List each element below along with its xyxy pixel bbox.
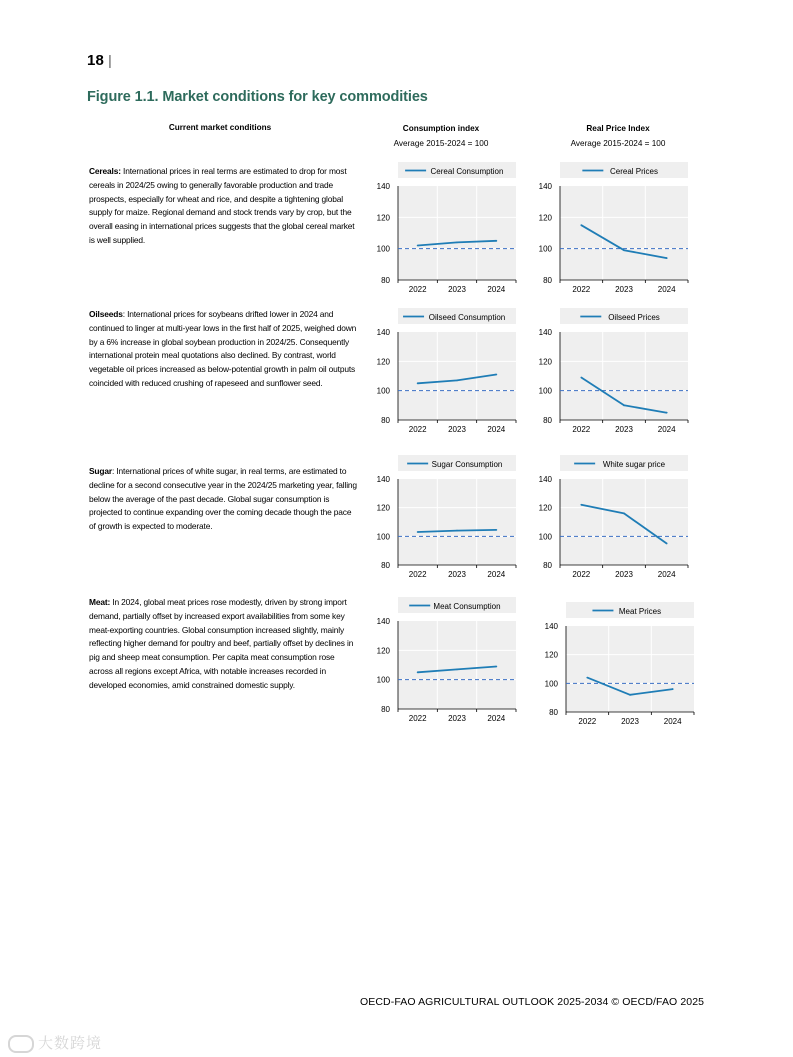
y-tick-label: 120 [376,213,390,223]
section-oilseeds-title: Oilseeds [89,309,123,319]
legend-label: Sugar Consumption [431,460,503,469]
consumption-column-header: Consumption index [402,124,480,133]
data-point [495,240,497,242]
legend-label: Meat Prices [618,607,662,616]
y-tick-label: 120 [538,357,552,367]
x-tick-label: 2023 [615,570,633,579]
x-tick-label: 2022 [572,425,591,434]
data-point [580,504,582,506]
y-tick-label: 120 [376,646,390,656]
data-point [495,374,497,376]
y-tick-label: 80 [381,705,390,714]
y-tick-label: 80 [543,416,552,425]
data-point [456,669,458,671]
y-tick-label: 100 [544,679,558,689]
y-tick-label: 80 [543,276,552,285]
plot-area [398,186,516,280]
y-tick-label: 80 [543,561,552,570]
legend-label: Cereal Consumption [430,167,504,176]
chart-oilseed-consumption [370,306,520,440]
chart-white-sugar-price [532,453,692,585]
section-meat-title: Meat: [89,597,111,607]
legend-label: Cereal Prices [609,167,659,176]
plot-area [398,332,516,420]
x-tick-label: 2022 [408,570,427,579]
data-point [623,513,625,515]
y-tick-label: 140 [376,475,390,484]
x-tick-label: 2023 [448,714,466,723]
data-point [666,543,668,545]
data-point [666,412,668,414]
y-tick-label: 140 [376,182,390,191]
price-column-header: Real Price Index [586,124,650,133]
x-tick-label: 2024 [657,425,676,434]
data-point [417,671,419,673]
legend-label: Meat Consumption [433,602,501,611]
x-tick-label: 2022 [572,285,591,294]
x-tick-label: 2024 [487,425,506,434]
plot-area [560,479,688,565]
section-sugar [89,465,357,534]
x-tick-label: 2024 [657,570,676,579]
y-tick-label: 100 [376,244,390,254]
page-number-value: 18 [87,52,105,69]
data-point [666,257,668,259]
data-point [580,377,582,379]
section-meat [89,596,357,693]
data-point [629,694,631,696]
data-point [495,666,497,668]
data-point [456,242,458,244]
section-meat-body: In 2024, global meat prices rose modestly, driven by strong import demand, partially offset by increased export availabilities from some key meat-exporting countries. Global consumption increased slightly, mainly reflecting higher demand for poultry and beef, partially offset by declines in pig and sheep meat consumption. Per capita meat consumption rose across all regions except Africa, with notable increases recorded in developed economies, amid constrained domestic supply. [89,597,354,690]
x-tick-label: 2022 [578,717,597,726]
x-tick-label: 2023 [448,285,466,294]
figure-title: Figure 1.1. Market conditions for key commodities [87,89,428,105]
x-tick-label: 2024 [487,285,506,294]
x-tick-label: 2023 [615,285,633,294]
plot-area [560,332,688,420]
watermark-icon [8,1035,34,1053]
page-footer: OECD-FAO AGRICULTURAL OUTLOOK 2025-2034 © OECD/FAO 2025 [360,996,705,1008]
x-tick-label: 2024 [487,714,506,723]
data-point [417,382,419,384]
data-point [623,404,625,406]
section-oilseeds [89,308,357,391]
x-tick-label: 2022 [408,425,427,434]
plot-area [566,626,694,712]
y-tick-label: 120 [538,503,552,513]
y-tick-label: 120 [544,650,558,660]
data-point [495,529,497,531]
legend-label: Oilseed Consumption [428,313,506,322]
plot-area [398,479,516,565]
data-point [456,380,458,382]
y-tick-label: 120 [376,503,390,513]
y-tick-label: 140 [544,622,558,631]
legend-label: Oilseed Prices [608,313,660,322]
x-tick-label: 2023 [448,425,466,434]
x-tick-label: 2022 [572,570,591,579]
price-column-subheader: Average 2015-2024 = 100 [570,139,666,148]
y-tick-label: 140 [376,328,390,337]
x-tick-label: 2024 [657,285,676,294]
x-tick-label: 2023 [621,717,639,726]
section-oilseeds-body: : International prices for soybeans drifted lower in 2024 and continued to linger at multi-year lows in the first half of 2025, weighed down by a 6% increase in global soybean production in 2024/25. Consequently international protein meal quotations also declined. By contrast, world vegetable oil prices increased as below-potential growth in palm oil outputs coincided with reduced crushing of rapeseed and sunflower seed. [89,309,357,388]
plot-area [398,621,516,709]
data-point [672,688,674,690]
plot-area [560,186,688,280]
y-tick-label: 140 [538,328,552,337]
section-cereals-title: Cereals: [89,166,121,176]
x-tick-label: 2024 [487,570,506,579]
y-tick-label: 100 [538,244,552,254]
x-tick-label: 2022 [408,714,427,723]
data-point [417,245,419,247]
data-point [580,224,582,226]
section-cereals [89,165,357,248]
watermark [8,1032,102,1053]
chart-cereal-prices [532,160,692,300]
x-tick-label: 2022 [408,285,427,294]
x-tick-label: 2023 [615,425,633,434]
data-point [623,249,625,251]
y-tick-label: 100 [538,386,552,396]
y-tick-label: 100 [376,386,390,396]
section-sugar-title: Sugar [89,466,112,476]
chart-oilseed-prices [532,306,692,440]
y-tick-label: 80 [381,276,390,285]
legend-label: White sugar price [602,460,666,469]
y-tick-label: 100 [538,532,552,542]
x-tick-label: 2023 [448,570,466,579]
section-cereals-body: International prices in real terms are estimated to drop for most cereals in 2024/25 owing to generally favorable production and trade prospects, especially for wheat and rice, and despite a tightening global supply for maize. Regional demand and stock trends vary by crop, but the overall easing in international prices suggests that the global cereal market is well supplied. [89,166,355,245]
y-tick-label: 140 [538,475,552,484]
chart-meat-consumption [370,595,520,729]
y-tick-label: 120 [376,357,390,367]
y-tick-label: 80 [381,416,390,425]
y-tick-label: 120 [538,213,552,223]
text-column-header: Current market conditions [168,123,272,132]
consumption-column-subheader: Average 2015-2024 = 100 [393,139,489,148]
y-tick-label: 100 [376,675,390,685]
data-point [456,530,458,532]
page-number-separator: | [108,52,112,68]
data-point [417,531,419,533]
y-tick-label: 80 [381,561,390,570]
chart-cereal-consumption [370,160,520,300]
page-number [87,52,112,69]
watermark-text: 大数跨境 [38,1035,103,1052]
y-tick-label: 100 [376,532,390,542]
y-tick-label: 140 [538,182,552,191]
x-tick-label: 2024 [663,717,682,726]
section-sugar-body: : International prices of white sugar, in real terms, are estimated to decline for a second consecutive year in the 2024/25 marketing year, falling below the average of the past decade. Global sugar consumption is projected to continue expanding over the coming decade though the pace of growth is expected to moderate. [89,466,357,532]
chart-meat-prices [538,600,698,732]
data-point [586,677,588,679]
y-tick-label: 80 [549,708,558,717]
y-tick-label: 140 [376,617,390,626]
chart-sugar-consumption [370,453,520,585]
